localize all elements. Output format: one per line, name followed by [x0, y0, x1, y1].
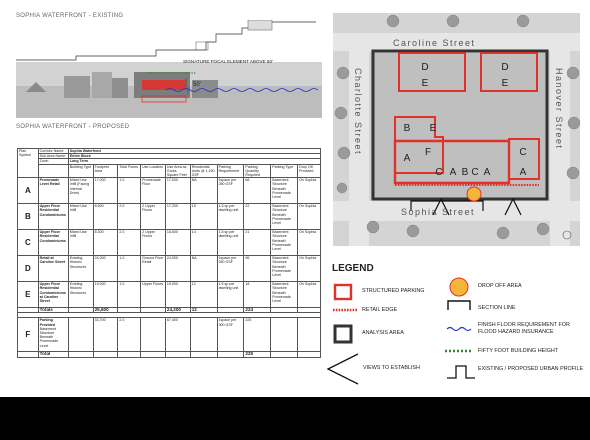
- structured-parking-swatch: [333, 283, 353, 301]
- table-cell: 8,300: [93, 230, 118, 256]
- table-cell: 17,200: [165, 204, 190, 230]
- map-label-a: A: [483, 167, 491, 178]
- total-parking: 225: [244, 352, 271, 357]
- map-label-e: E: [429, 123, 437, 134]
- street-label-right: Hanover Street: [554, 68, 564, 150]
- table-cell: Basement Structure Beneath Promenade Level: [271, 256, 298, 282]
- table-cell: 2.0: [118, 230, 141, 256]
- table-cell: 15: [190, 204, 217, 230]
- table-cell: Ground Floor Retail: [141, 256, 166, 282]
- table-cell: 1.5 sp per dwelling unit: [217, 230, 244, 256]
- column-header: Parking Requirement: [217, 164, 244, 178]
- table-cell: 14: [190, 230, 217, 256]
- table-cell: On Sophia: [298, 178, 321, 204]
- map-label-b: B: [403, 123, 411, 134]
- focal-element-label: SIGNATURE FOCAL ELEMENT ABOVE 50': [183, 59, 273, 64]
- map-label-e: E: [421, 78, 429, 89]
- row-label: Parking Provided Basement Structure Beneath Promenade Level: [38, 318, 68, 352]
- table-cell: Existing Historic Structures: [68, 282, 93, 308]
- table-row: [18, 230, 321, 256]
- map-label-c: C: [471, 167, 479, 178]
- table-cell: [141, 318, 166, 352]
- table-cell: 1space per 250 GSF: [217, 178, 244, 204]
- table-cell: 1.0: [118, 282, 141, 308]
- table-cell: 24,000: [165, 256, 190, 282]
- drop-off-swatch: [448, 276, 470, 298]
- table-cell: 22: [244, 204, 271, 230]
- table-cell: Basement Structure Beneath Promenade Level: [271, 230, 298, 256]
- plan-symbol: A: [18, 178, 39, 204]
- table-cell: 2 Upper Floors: [141, 230, 166, 256]
- table-cell: 17,000: [165, 178, 190, 204]
- table-cell: [298, 318, 321, 352]
- legend-label: DROP OFF AREA: [478, 283, 522, 289]
- row-label: Upper Floor Residential Condominiums at Caroline Street: [38, 282, 68, 308]
- site-plan-map: [333, 13, 580, 246]
- flood-line-swatch: [446, 325, 472, 333]
- table-cell: 21: [244, 230, 271, 256]
- column-header: Parking Type: [271, 164, 298, 178]
- table-cell: 2.0: [118, 318, 141, 352]
- column-header: Drop Off Provided: [298, 164, 321, 178]
- zone-value: Long Term: [68, 159, 320, 164]
- table-cell: Basement Structure Beneath Promenade Level: [271, 178, 298, 204]
- zone-label: Zone:: [38, 159, 68, 164]
- existing-caption: SOPHIA WATERFRONT - EXISTING: [16, 13, 124, 19]
- table-cell: 1.5 sp per dwelling unit: [217, 282, 244, 308]
- map-label-c: C: [519, 147, 527, 158]
- corridor-label: Corridor Name:: [38, 149, 68, 154]
- plan-symbol: E: [18, 282, 39, 308]
- legend-label: RETAIL EDGE: [362, 307, 398, 313]
- table-cell: 18: [244, 282, 271, 308]
- table-cell: 33,700: [93, 318, 118, 352]
- table-cell: 225: [244, 318, 271, 352]
- table-cell: [190, 318, 217, 352]
- map-label-c: C: [435, 167, 443, 178]
- table-cell: 19,000: [93, 282, 118, 308]
- table-cell: 8,600: [93, 204, 118, 230]
- plan-symbol-header: Plan Symbol: [18, 149, 39, 178]
- subarea-label: Sub Area Name:: [38, 154, 68, 159]
- table-row: [18, 282, 321, 308]
- table-cell: 17,000: [93, 178, 118, 204]
- retail-edge-swatch: [332, 306, 358, 314]
- map-label-a: A: [519, 167, 527, 178]
- street-label-top: Caroline Street: [393, 38, 476, 48]
- map-label-f: F: [424, 147, 432, 158]
- urban-profile-swatch: [446, 364, 476, 380]
- totals-use-area: 24,200: [165, 308, 190, 313]
- plan-symbol: C: [18, 230, 39, 256]
- map-label-d: D: [421, 62, 429, 73]
- table-cell: 1.0: [118, 256, 141, 282]
- legend-label: VIEWS TO ESTABLISH: [363, 365, 420, 371]
- table-cell: 19,000: [165, 282, 190, 308]
- column-header: Total Floors: [118, 164, 141, 178]
- table-cell: 96: [244, 256, 271, 282]
- table-cell: On Sophia: [298, 282, 321, 308]
- row-label: Retail at Caroline Street: [38, 256, 68, 282]
- legend-label: SECTION LINE: [478, 305, 516, 311]
- table-cell: Existing Historic Structures: [68, 256, 93, 282]
- table-cell: 68: [244, 178, 271, 204]
- column-header: Footprint Area: [93, 164, 118, 178]
- column-header: Use Location: [141, 164, 166, 178]
- table-row: [18, 256, 321, 282]
- plan-symbol: F: [18, 318, 39, 352]
- table-cell: 24,000: [93, 256, 118, 282]
- map-label-a: A: [449, 167, 457, 178]
- table-cell: On Sophia: [298, 256, 321, 282]
- row-label: Promenade Level Retail: [38, 178, 68, 204]
- legend-label: ANALYSIS AREA: [362, 330, 404, 336]
- totals-parking: 224: [244, 308, 271, 313]
- table-cell: 2 Upper Floors: [141, 204, 166, 230]
- row-label: Upper Floor Residential Condominiums: [38, 204, 68, 230]
- height-50-label: 50': [193, 82, 201, 88]
- section-line-swatch: [446, 298, 472, 312]
- totals-label: Totals: [38, 308, 68, 313]
- map-label-d: D: [501, 62, 509, 73]
- table-row: [18, 178, 321, 204]
- table-cell: NA: [190, 178, 217, 204]
- views-arrow-swatch: [326, 352, 360, 386]
- legend-label: FIFTY FOOT BUILDING HEIGHT: [478, 348, 559, 354]
- row-label: Upper Floor Residential Condominiums: [38, 230, 68, 256]
- column-header: Building Type: [68, 164, 93, 178]
- legend-label: EXISTING / PROPOSED URBAN PROFILE: [478, 366, 584, 372]
- program-table: [17, 148, 321, 372]
- plan-symbol: B: [18, 204, 39, 230]
- fifty-foot-swatch: [444, 348, 474, 354]
- table-cell: [271, 318, 298, 352]
- table-cell: 12: [190, 282, 217, 308]
- table-cell: NA: [190, 256, 217, 282]
- table-cell: 67,400: [165, 318, 190, 352]
- analysis-area-swatch: [333, 324, 353, 344]
- table-cell: 1.0: [118, 178, 141, 204]
- map-label-a: A: [403, 153, 411, 164]
- map-label-e: E: [501, 78, 509, 89]
- table-cell: On Sophia: [298, 230, 321, 256]
- legend-label: STRUCTURED PARKING: [362, 288, 425, 294]
- table-cell: Mixed Use Infill (Facing Internal Drive): [68, 178, 93, 204]
- column-header: Parking Quantity Required: [244, 164, 271, 178]
- table-cell: Promenade Floor: [141, 178, 166, 204]
- corridor-value: Sophia Waterfront: [68, 149, 320, 154]
- plan-symbol: D: [18, 256, 39, 282]
- table-cell: 16,600: [165, 230, 190, 256]
- map-label-b: B: [461, 167, 469, 178]
- column-header: Residential Units @ 1,150 GSF: [190, 164, 217, 178]
- proposed-section-drawing: [16, 58, 322, 120]
- total-label: Total: [38, 352, 68, 357]
- street-label-left: Charlotte Street: [353, 68, 363, 156]
- table-cell: 1.5 sp per dwelling unit: [217, 204, 244, 230]
- table-cell: [68, 318, 93, 352]
- table-cell: 2.0: [118, 204, 141, 230]
- subarea-value: Entire Block: [68, 154, 320, 159]
- table-row: [18, 204, 321, 230]
- table-cell: On Sophia: [298, 204, 321, 230]
- column-header: Use Area as Gross Square Feet: [165, 164, 190, 178]
- table-cell: Mixed Use Infill: [68, 204, 93, 230]
- table-cell: Upper Floors: [141, 282, 166, 308]
- table-cell: 1space per 300 GSF: [217, 318, 244, 352]
- proposed-caption: SOPHIA WATERFRONT - PROPOSED: [16, 124, 130, 130]
- table-cell: 1space per 250 GSF: [217, 256, 244, 282]
- table-cell: Basement Structure Beneath Promenade Level: [271, 282, 298, 308]
- totals-footprint: 25,600: [93, 308, 118, 313]
- street-label-bottom: Sophia Street: [401, 207, 476, 217]
- legend-label: FINISH FLOOR REQUIREMENT FOR FLOOD HAZARD INSURANCE: [478, 322, 570, 335]
- legend-title: LEGEND: [332, 263, 374, 274]
- table-cell: Basement Structure Beneath Promenade Level: [271, 204, 298, 230]
- totals-units: 12: [190, 308, 217, 313]
- footer-band: [0, 397, 590, 440]
- table-cell: Mixed Use Infill: [68, 230, 93, 256]
